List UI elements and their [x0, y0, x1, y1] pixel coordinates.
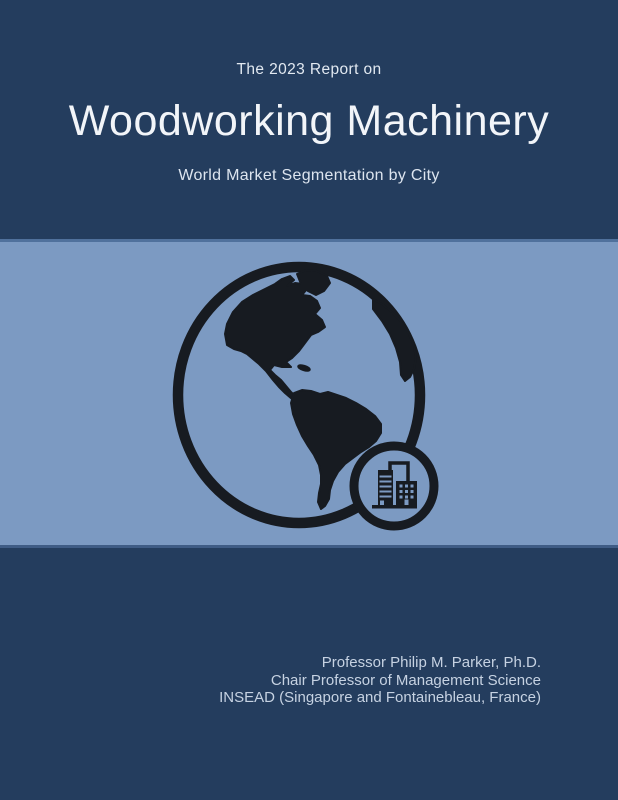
author-affiliation: INSEAD (Singapore and Fontainebleau, France)	[219, 689, 541, 706]
report-subtitle: World Market Segmentation by City	[178, 167, 440, 184]
report-title: Woodworking Machinery	[68, 97, 550, 145]
eyebrow-text: The 2023 Report on	[236, 61, 382, 78]
author-block	[219, 654, 541, 707]
author-name: Professor Philip M. Parker, Ph.D.	[321, 654, 541, 671]
north-america-silhouette	[225, 276, 325, 399]
hero-band	[0, 239, 618, 548]
globe-americas-icon	[170, 250, 450, 550]
globe-illustration	[170, 250, 450, 550]
badge-ring	[354, 446, 434, 526]
office-buildings-icon	[354, 446, 434, 526]
island-silhouette	[298, 364, 311, 372]
author-role: Chair Professor of Management Science	[270, 671, 541, 689]
